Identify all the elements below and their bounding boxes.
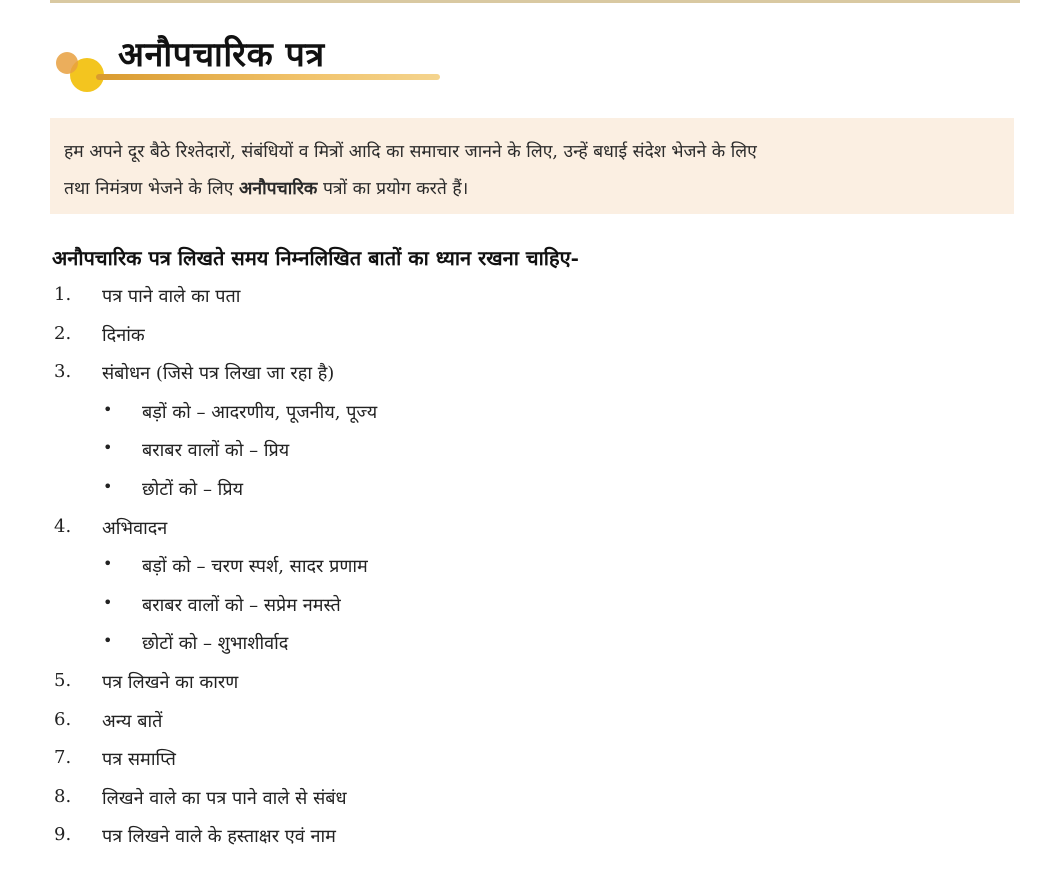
page-title: अनौपचारिक पत्र [118,35,325,75]
list-item-text: पत्र लिखने वाले के हस्ताक्षर एवं नाम [102,826,336,848]
intro-line-1: हम अपने दूर बैठे रिश्तेदारों, संबंधियों व मित्रों आदि का समाचार जानने के लिए, उन्हें बधाई संदेश भेजने के लिए [64,142,757,162]
list-item-number: 1. [54,284,72,305]
list-item-text: पत्र पाने वाले का पता [102,286,241,307]
sub-list-item-text: छोटों को – प्रिय [142,479,244,500]
list-item-text: संबोधन (जिसे पत्र लिखा जा रहा है) [102,363,335,385]
bullet-icon: • [103,477,113,496]
list-item-number: 2. [54,322,72,344]
list-item-number: 3. [54,361,72,383]
list-item-text: अन्य बातें [102,710,163,732]
bullet-icon: • [103,438,113,458]
bullet-icon: • [103,399,113,419]
bullet-icon: • [103,592,113,612]
section-heading: अनौपचारिक पत्र लिखते समय निम्नलिखित बातों का ध्यान रखना चाहिए- [52,246,579,270]
list-item-text: दिनांक [102,324,145,346]
intro-line-2-end: पत्रों का प्रयोग करते हैं। [317,179,469,199]
sub-list-item-text: बड़ों को – चरण स्पर्श, सादर प्रणाम [142,556,368,578]
intro-bold-term: अनौपचारिक [239,179,318,199]
list-item-text: पत्र समाप्ति [102,749,176,771]
list-item-number: 5. [54,670,72,691]
list-item-number: 8. [54,785,72,807]
list-item-number: 7. [54,747,72,769]
sub-list-item-text: छोटों को – शुभाशीर्वाद [142,633,289,655]
sub-list-item-text: बराबर वालों को – प्रिय [142,440,290,462]
list-item-text: लिखने वाले का पत्र पाने वाले से संबंध [102,787,347,809]
intro-line-2-start: तथा निमंत्रण भेजने के लिए [64,179,240,199]
sub-list-item-text: बड़ों को – आदरणीय, पूजनीय, पूज्य [142,401,378,423]
sub-list-item-text: बराबर वालों को – सप्रेम नमस्ते [142,594,341,616]
bullet-icon: • [103,554,113,574]
list-item-number: 9. [54,824,72,846]
list-item-number: 6. [54,708,72,730]
list-item-text: अभिवादन [102,517,168,539]
list-item-text: पत्र लिखने का कारण [102,672,239,693]
bullet-icon: • [103,631,113,651]
list-item-number: 4. [54,515,72,537]
